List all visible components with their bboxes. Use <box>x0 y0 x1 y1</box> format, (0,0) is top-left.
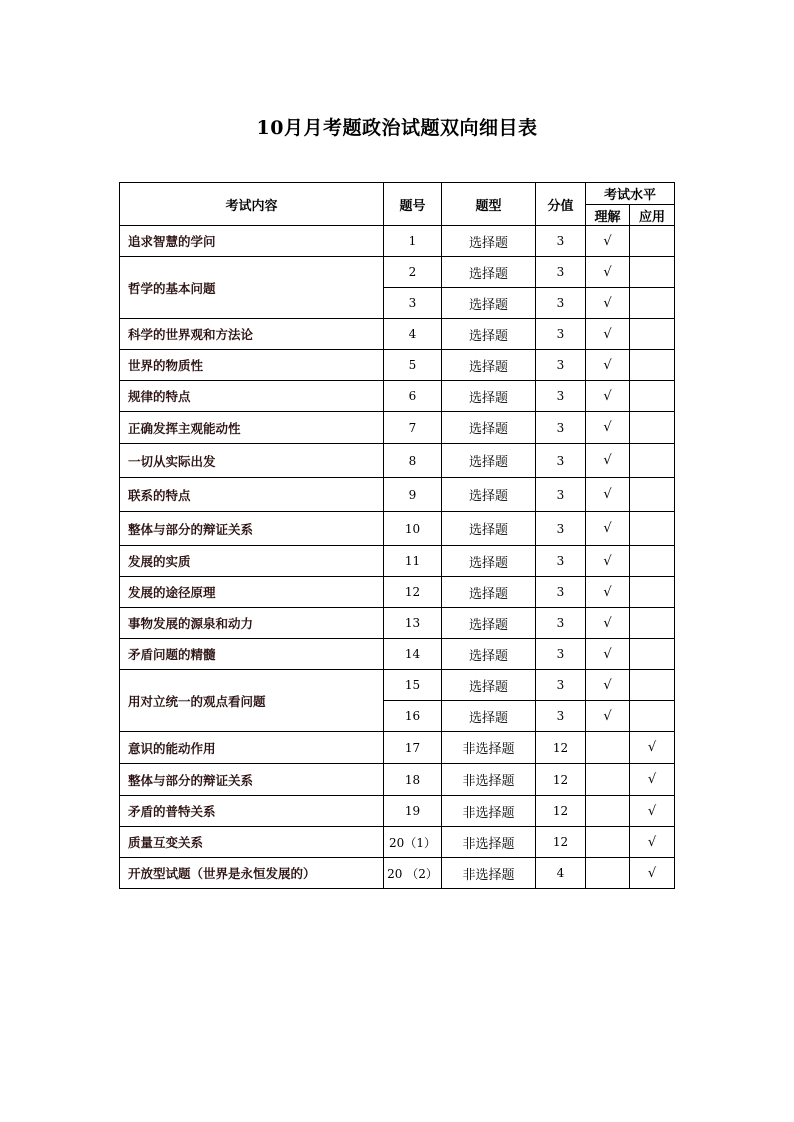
table-row <box>120 381 675 412</box>
table-row <box>120 444 675 478</box>
understand-cell <box>586 858 630 889</box>
number-cell: 4 <box>384 319 442 350</box>
score-cell: 3 <box>536 701 586 732</box>
type-cell: 选择题 <box>442 444 536 478</box>
number-cell: 8 <box>384 444 442 478</box>
apply-cell: √ <box>630 858 675 889</box>
score-cell: 12 <box>536 732 586 764</box>
table-row <box>120 512 675 546</box>
content-cell: 意识的能动作用 <box>120 732 384 764</box>
apply-cell <box>630 381 675 412</box>
number-cell: 12 <box>384 577 442 608</box>
apply-cell <box>630 639 675 670</box>
number-cell: 3 <box>384 288 442 319</box>
score-cell: 12 <box>536 827 586 858</box>
content-cell: 矛盾的普特关系 <box>120 796 384 827</box>
content-cell: 发展的实质 <box>120 546 384 577</box>
apply-cell: √ <box>630 732 675 764</box>
apply-cell: √ <box>630 827 675 858</box>
type-cell: 非选择题 <box>442 764 536 796</box>
apply-cell <box>630 412 675 444</box>
type-cell: 非选择题 <box>442 858 536 889</box>
number-cell: 19 <box>384 796 442 827</box>
type-cell: 选择题 <box>442 670 536 701</box>
apply-cell <box>630 444 675 478</box>
apply-cell <box>630 319 675 350</box>
apply-cell <box>630 608 675 639</box>
number-cell: 15 <box>384 670 442 701</box>
understand-cell: √ <box>586 226 630 257</box>
header-number: 题号 <box>384 183 442 226</box>
type-cell: 非选择题 <box>442 827 536 858</box>
score-cell: 3 <box>536 226 586 257</box>
apply-cell <box>630 350 675 381</box>
score-cell: 12 <box>536 764 586 796</box>
number-cell: 16 <box>384 701 442 732</box>
score-cell: 3 <box>536 670 586 701</box>
table-row <box>120 764 675 796</box>
table-row <box>120 546 675 577</box>
table-row <box>120 796 675 827</box>
understand-cell: √ <box>586 350 630 381</box>
content-cell: 用对立统一的观点看问题 <box>120 670 384 732</box>
number-cell: 17 <box>384 732 442 764</box>
apply-cell <box>630 670 675 701</box>
type-cell: 选择题 <box>442 512 536 546</box>
content-cell: 质量互变关系 <box>120 827 384 858</box>
number-cell: 5 <box>384 350 442 381</box>
understand-cell: √ <box>586 478 630 512</box>
number-cell: 1 <box>384 226 442 257</box>
apply-cell <box>630 512 675 546</box>
table-row <box>120 858 675 889</box>
type-cell: 选择题 <box>442 381 536 412</box>
score-cell: 3 <box>536 412 586 444</box>
number-cell: 2 <box>384 257 442 288</box>
understand-cell: √ <box>586 639 630 670</box>
understand-cell: √ <box>586 319 630 350</box>
content-cell: 发展的途径原理 <box>120 577 384 608</box>
score-cell: 3 <box>536 381 586 412</box>
understand-cell: √ <box>586 512 630 546</box>
spec-table <box>119 182 675 889</box>
table-row <box>120 732 675 764</box>
understand-cell: √ <box>586 444 630 478</box>
content-cell: 正确发挥主观能动性 <box>120 412 384 444</box>
type-cell: 选择题 <box>442 412 536 444</box>
score-cell: 3 <box>536 350 586 381</box>
content-cell: 追求智慧的学问 <box>120 226 384 257</box>
table-row <box>120 639 675 670</box>
table-row <box>120 319 675 350</box>
table-row <box>120 827 675 858</box>
table-row <box>120 257 675 288</box>
score-cell: 3 <box>536 319 586 350</box>
type-cell: 选择题 <box>442 350 536 381</box>
table-row <box>120 350 675 381</box>
type-cell: 选择题 <box>442 226 536 257</box>
type-cell: 选择题 <box>442 546 536 577</box>
type-cell: 选择题 <box>442 319 536 350</box>
apply-cell <box>630 226 675 257</box>
understand-cell: √ <box>586 608 630 639</box>
number-cell: 9 <box>384 478 442 512</box>
content-cell: 世界的物质性 <box>120 350 384 381</box>
score-cell: 3 <box>536 608 586 639</box>
apply-cell <box>630 288 675 319</box>
apply-cell: √ <box>630 764 675 796</box>
content-cell: 哲学的基本问题 <box>120 257 384 319</box>
type-cell: 非选择题 <box>442 732 536 764</box>
understand-cell <box>586 827 630 858</box>
table-row <box>120 478 675 512</box>
header-understand: 理解 <box>586 205 630 226</box>
number-cell: 14 <box>384 639 442 670</box>
content-cell: 整体与部分的辩证关系 <box>120 764 384 796</box>
type-cell: 选择题 <box>442 639 536 670</box>
number-cell: 6 <box>384 381 442 412</box>
understand-cell: √ <box>586 670 630 701</box>
table-row <box>120 412 675 444</box>
table-row <box>120 226 675 257</box>
type-cell: 选择题 <box>442 288 536 319</box>
number-cell: 18 <box>384 764 442 796</box>
score-cell: 3 <box>536 257 586 288</box>
understand-cell: √ <box>586 381 630 412</box>
apply-cell <box>630 701 675 732</box>
understand-cell: √ <box>586 546 630 577</box>
score-cell: 3 <box>536 546 586 577</box>
content-cell: 一切从实际出发 <box>120 444 384 478</box>
number-cell: 7 <box>384 412 442 444</box>
understand-cell: √ <box>586 577 630 608</box>
page-title: 10月月考题政治试题双向细目表 <box>256 117 538 139</box>
apply-cell <box>630 546 675 577</box>
table-row <box>120 670 675 701</box>
type-cell: 非选择题 <box>442 796 536 827</box>
score-cell: 3 <box>536 577 586 608</box>
score-cell: 3 <box>536 512 586 546</box>
header-row <box>120 183 675 205</box>
table-row <box>120 577 675 608</box>
understand-cell <box>586 764 630 796</box>
score-cell: 3 <box>536 444 586 478</box>
apply-cell <box>630 478 675 512</box>
apply-cell: √ <box>630 796 675 827</box>
apply-cell <box>630 257 675 288</box>
understand-cell: √ <box>586 257 630 288</box>
content-cell: 规律的特点 <box>120 381 384 412</box>
number-cell: 20 （2） <box>384 858 442 889</box>
content-cell: 矛盾问题的精髓 <box>120 639 384 670</box>
number-cell: 11 <box>384 546 442 577</box>
content-cell: 开放型试题（世界是永恒发展的） <box>120 858 384 889</box>
content-cell: 科学的世界观和方法论 <box>120 319 384 350</box>
number-cell: 10 <box>384 512 442 546</box>
score-cell: 4 <box>536 858 586 889</box>
understand-cell <box>586 732 630 764</box>
type-cell: 选择题 <box>442 577 536 608</box>
understand-cell: √ <box>586 701 630 732</box>
header-score: 分值 <box>536 183 586 226</box>
understand-cell: √ <box>586 412 630 444</box>
score-cell: 3 <box>536 478 586 512</box>
content-cell: 整体与部分的辩证关系 <box>120 512 384 546</box>
type-cell: 选择题 <box>442 701 536 732</box>
header-type: 题型 <box>442 183 536 226</box>
number-cell: 20（1） <box>384 827 442 858</box>
score-cell: 3 <box>536 639 586 670</box>
understand-cell <box>586 796 630 827</box>
table-row <box>120 608 675 639</box>
type-cell: 选择题 <box>442 478 536 512</box>
type-cell: 选择题 <box>442 608 536 639</box>
understand-cell: √ <box>586 288 630 319</box>
header-content: 考试内容 <box>120 183 384 226</box>
score-cell: 12 <box>536 796 586 827</box>
score-cell: 3 <box>536 288 586 319</box>
content-cell: 联系的特点 <box>120 478 384 512</box>
type-cell: 选择题 <box>442 257 536 288</box>
header-apply: 应用 <box>630 205 675 226</box>
header-level: 考试水平 <box>586 183 675 205</box>
number-cell: 13 <box>384 608 442 639</box>
apply-cell <box>630 577 675 608</box>
content-cell: 事物发展的源泉和动力 <box>120 608 384 639</box>
